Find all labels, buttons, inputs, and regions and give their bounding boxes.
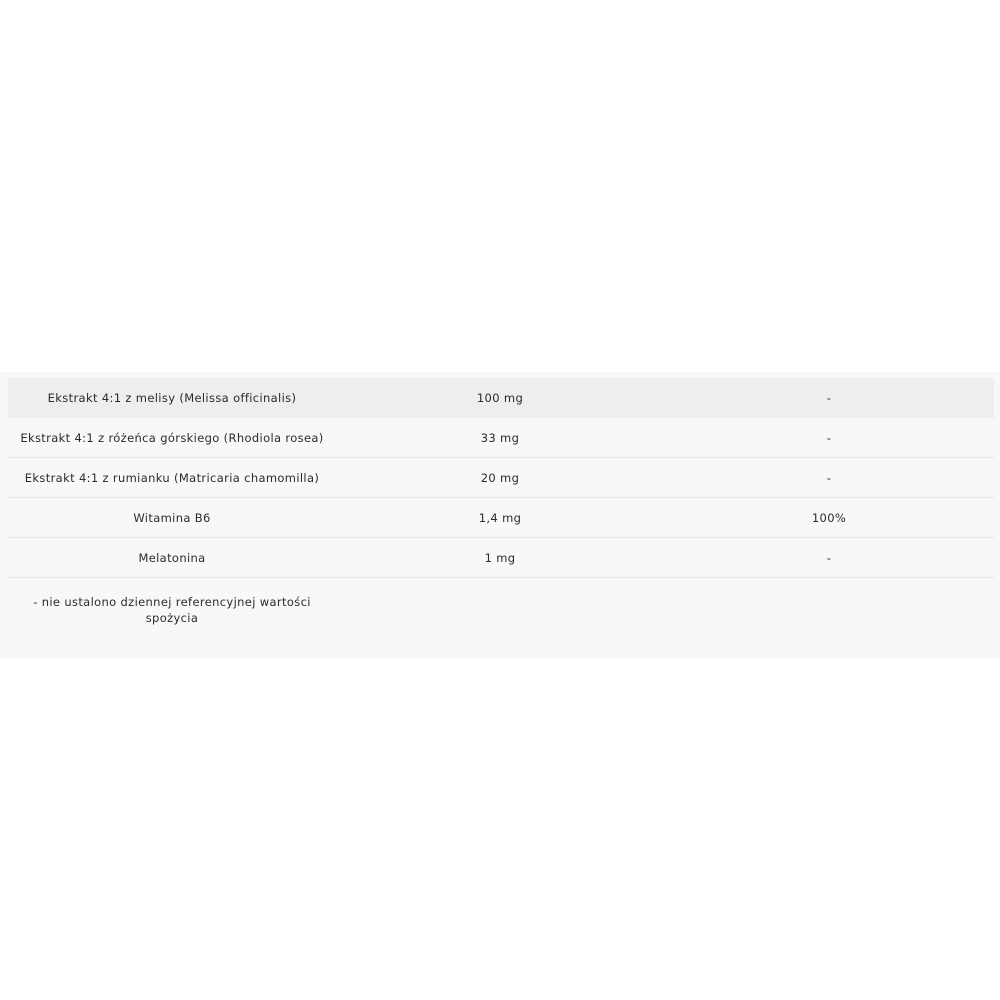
table-row xyxy=(8,378,994,418)
ingredient-rws: - xyxy=(826,391,832,405)
ingredient-name: Witamina B6 xyxy=(133,510,211,525)
ingredient-rws: - xyxy=(826,550,832,565)
footnote-line: - nie ustalono dziennej referencyjnej wartości xyxy=(33,595,311,609)
ingredients-table xyxy=(8,378,994,578)
table-row xyxy=(8,538,994,578)
table-row xyxy=(8,458,994,498)
table-row xyxy=(8,418,994,458)
ingredient-name: Melatonina xyxy=(138,550,206,565)
footnote-line: spożycia xyxy=(145,611,199,625)
ingredient-name: Ekstrakt 4:1 z różeńca górskiego (Rhodiola rosea) xyxy=(20,430,324,445)
ingredient-rws: - xyxy=(826,430,832,445)
ingredient-rws: - xyxy=(826,470,832,485)
ingredient-amount: 1 mg xyxy=(484,550,516,565)
ingredient-amount: 20 mg xyxy=(480,470,520,485)
ingredient-amount: 100 mg xyxy=(476,391,524,405)
table-row xyxy=(8,498,994,538)
ingredient-name: Ekstrakt 4:1 z melisy (Melissa officinalis) xyxy=(47,391,297,405)
ingredient-amount: 33 mg xyxy=(480,430,520,445)
ingredient-amount: 1,4 mg xyxy=(478,510,522,525)
ingredient-name: Ekstrakt 4:1 z rumianku (Matricaria chamomilla) xyxy=(24,470,320,485)
ingredient-rws: 100% xyxy=(811,510,847,525)
table-footnote xyxy=(8,594,336,626)
